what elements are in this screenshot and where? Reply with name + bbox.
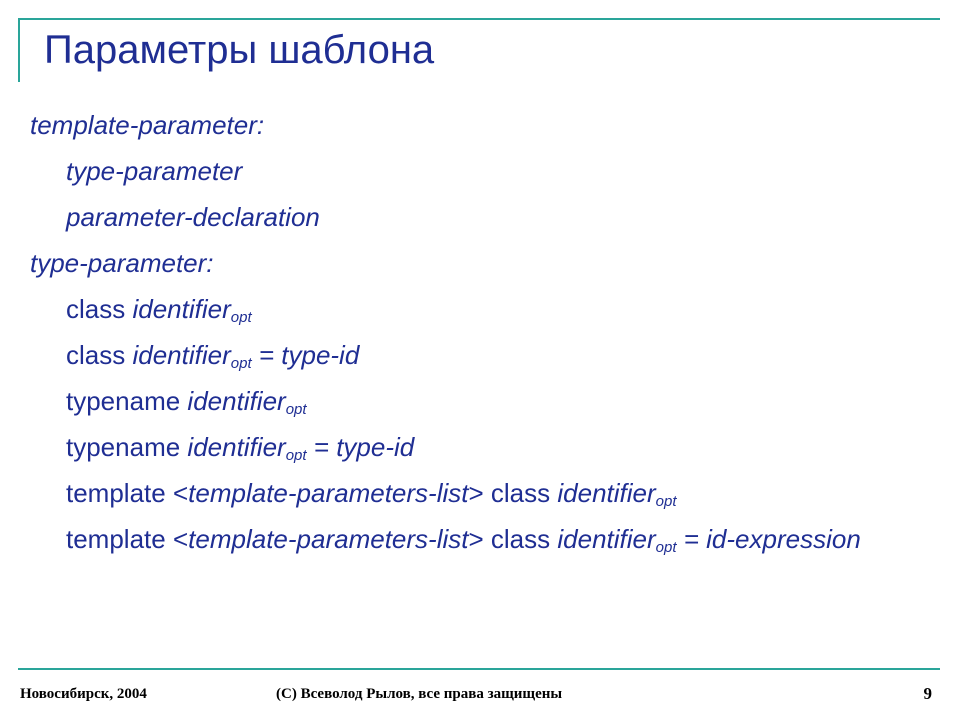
default-clause: = id-expression: [676, 524, 861, 554]
default-clause: = type-id: [306, 432, 415, 462]
slide-title: Параметры шаблона: [44, 28, 435, 72]
nonterminal: template-parameters-list: [188, 524, 469, 554]
footer-rule: [18, 668, 940, 670]
slide-content: [30, 102, 910, 558]
keyword: class: [490, 524, 551, 554]
keyword: class: [66, 294, 126, 324]
grammar-alternative: [30, 470, 910, 516]
optional-marker: opt: [230, 309, 252, 326]
keyword: template: [66, 478, 166, 508]
grammar-alternative: type-parameter: [66, 156, 243, 186]
nonterminal: identifier: [187, 386, 286, 416]
angle-close: >: [468, 478, 491, 508]
keyword: template: [66, 524, 166, 554]
nonterminal: template-parameters-list: [188, 478, 469, 508]
angle-open: <: [165, 478, 189, 508]
keyword: class: [490, 478, 551, 508]
keyword: class: [66, 340, 126, 370]
footer-location: Новосибирск, 2004: [20, 686, 147, 702]
optional-marker: opt: [285, 447, 307, 464]
default-clause: = type-id: [251, 340, 360, 370]
grammar-rule-head: template-parameter:: [30, 110, 265, 140]
nonterminal: identifier: [187, 432, 286, 462]
grammar-alternative: [30, 378, 910, 424]
optional-marker: opt: [285, 401, 307, 418]
nonterminal: identifier: [557, 478, 656, 508]
optional-marker: opt: [655, 493, 677, 510]
page-number: 9: [923, 684, 932, 703]
nonterminal: identifier: [132, 294, 231, 324]
optional-marker: opt: [230, 355, 252, 372]
grammar-alternative: [30, 286, 910, 332]
nonterminal: identifier: [132, 340, 231, 370]
grammar-alternative: parameter-declaration: [66, 202, 320, 232]
grammar-alternative: [30, 332, 910, 378]
frame-left-rule: [18, 18, 20, 82]
angle-open: <: [165, 524, 189, 554]
keyword: typename: [66, 432, 181, 462]
grammar-alternative: [30, 424, 910, 470]
footer-copyright: (С) Всеволод Рылов, все права защищены: [276, 686, 563, 702]
grammar-alternative: [30, 516, 910, 558]
optional-marker: opt: [655, 539, 677, 556]
grammar-rule-head: type-parameter:: [30, 248, 214, 278]
keyword: typename: [66, 386, 181, 416]
nonterminal: identifier: [557, 524, 656, 554]
frame-top-rule: [18, 18, 940, 20]
angle-close: >: [468, 524, 491, 554]
